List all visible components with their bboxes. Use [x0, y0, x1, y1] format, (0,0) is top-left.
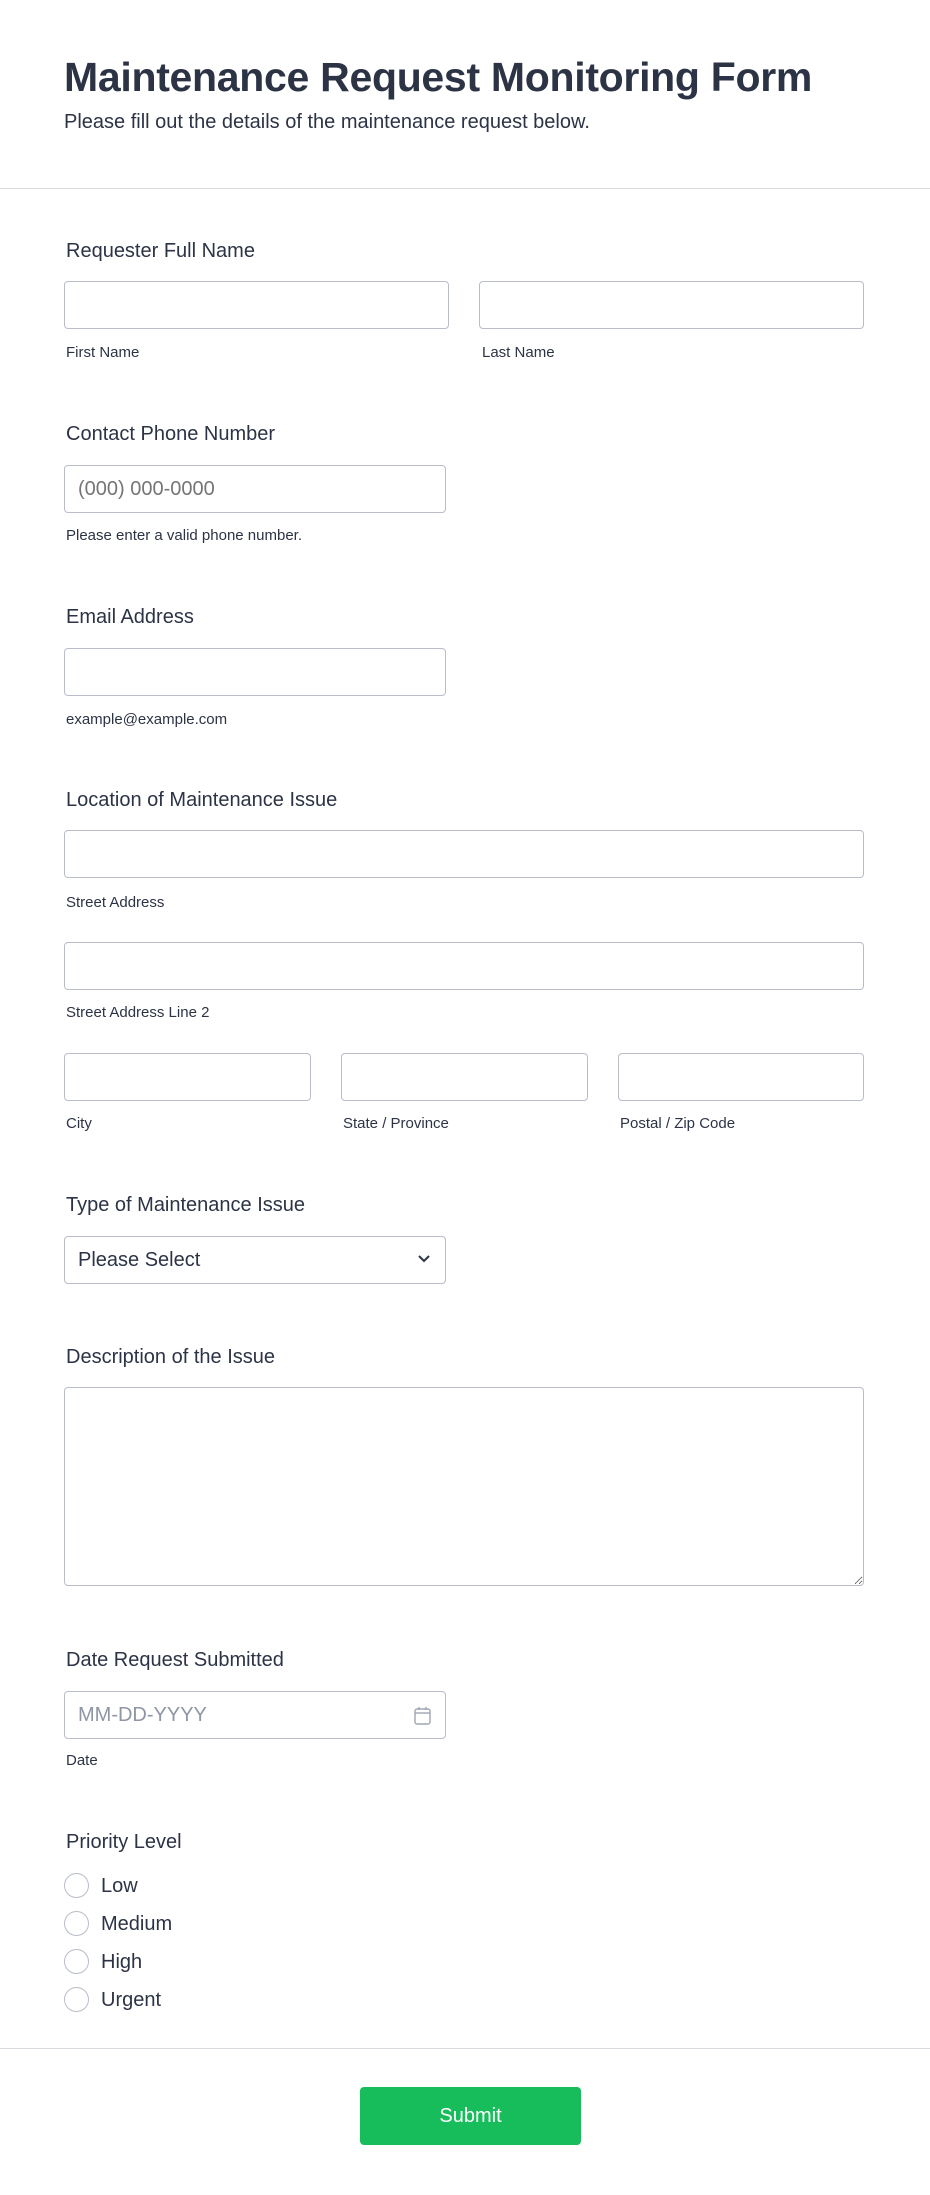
- location-label: Location of Maintenance Issue: [66, 789, 338, 811]
- phone-input[interactable]: [64, 465, 446, 513]
- city-sublabel: City: [66, 1115, 92, 1132]
- phone-helper: Please enter a valid phone number.: [66, 527, 302, 544]
- radio-low[interactable]: [64, 1873, 89, 1898]
- state-input[interactable]: [341, 1053, 588, 1101]
- email-label: Email Address: [66, 606, 194, 628]
- last-name-input[interactable]: [479, 281, 864, 329]
- radio-label-low[interactable]: Low: [101, 1875, 138, 1897]
- street-address-line2-input[interactable]: [64, 942, 864, 990]
- type-select-value: Please Select: [78, 1249, 201, 1271]
- description-textarea[interactable]: [64, 1387, 864, 1586]
- date-input[interactable]: [64, 1691, 446, 1739]
- last-name-sublabel: Last Name: [482, 344, 555, 361]
- submit-button[interactable]: Submit: [360, 2087, 581, 2145]
- form-title: Maintenance Request Monitoring Form: [64, 54, 813, 100]
- first-name-input[interactable]: [64, 281, 449, 329]
- full-name-label: Requester Full Name: [66, 240, 255, 262]
- date-placeholder: MM-DD-YYYY: [78, 1704, 207, 1726]
- city-input[interactable]: [64, 1053, 311, 1101]
- zip-input[interactable]: [618, 1053, 864, 1101]
- radio-label-urgent[interactable]: Urgent: [101, 1989, 162, 2011]
- footer-divider: [0, 2048, 930, 2049]
- first-name-sublabel: First Name: [66, 344, 140, 361]
- radio-medium[interactable]: [64, 1911, 89, 1936]
- phone-label: Contact Phone Number: [66, 423, 276, 445]
- description-label: Description of the Issue: [66, 1346, 275, 1368]
- chevron-down-icon: [417, 1254, 431, 1264]
- street-address-line2-sublabel: Street Address Line 2: [66, 1004, 210, 1021]
- street-address-input[interactable]: [64, 830, 864, 878]
- radio-label-medium[interactable]: Medium: [101, 1913, 173, 1935]
- date-label: Date Request Submitted: [66, 1649, 284, 1671]
- radio-high[interactable]: [64, 1949, 89, 1974]
- type-label: Type of Maintenance Issue: [66, 1194, 306, 1216]
- email-input[interactable]: [64, 648, 446, 696]
- header-divider: [0, 188, 930, 189]
- calendar-icon[interactable]: [414, 1706, 431, 1725]
- street-address-sublabel: Street Address: [66, 894, 165, 911]
- state-sublabel: State / Province: [343, 1115, 449, 1132]
- type-select[interactable]: [64, 1236, 446, 1284]
- zip-sublabel: Postal / Zip Code: [620, 1115, 736, 1132]
- email-sublabel: example@example.com: [66, 711, 228, 728]
- form-subtitle: Please fill out the details of the maintenance request below.: [64, 111, 590, 133]
- date-sublabel: Date: [66, 1752, 98, 1769]
- radio-label-high[interactable]: High: [101, 1951, 143, 1973]
- radio-urgent[interactable]: [64, 1987, 89, 2012]
- priority-label: Priority Level: [66, 1831, 182, 1853]
